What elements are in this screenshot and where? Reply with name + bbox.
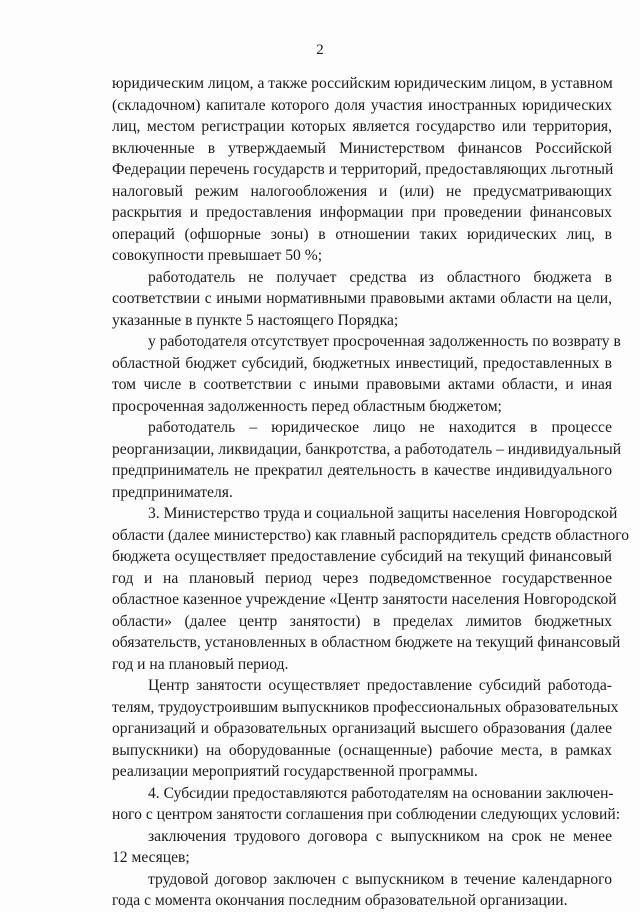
text-line: (складочном) капитале которого доля участия иностранных юридических [112, 96, 612, 114]
text-line: совокупности превышает 50 %; [112, 247, 323, 264]
text-line: областное казенное учреждение «Центр занятости населения Новгородской [112, 591, 617, 608]
text-line: год и на плановый период. [112, 655, 289, 673]
text-line: раскрытия и предоставления информации при проведении финансовых [112, 204, 612, 221]
text-line: бюджета осуществляет предоставление субсидий на текущий финансовый [112, 548, 612, 565]
document-body [112, 73, 630, 912]
text-line: реализации мероприятий государственной программы. [112, 763, 478, 780]
text-line: заключения трудового договора с выпускником на срок не менее [148, 827, 612, 845]
text-line: год и на плановый период через подведомственное государственное [112, 569, 612, 587]
text-line: том числе в соответствии с иными правовыми актами области, и иная [112, 376, 612, 393]
text-line: юридическим лицом, а также российским юридическим лицом, в уставном [112, 75, 613, 92]
text-line: соответствии с иными нормативными правовыми актами области на цели, [112, 290, 612, 307]
text-line: у работодателя отсутствует просроченная задолженность по возврату в [148, 333, 621, 350]
text-line: областной бюджет субсидий, бюджетных инвестиций, предоставленных в [112, 354, 612, 372]
text-line: ного с центром занятости соглашения при соблюдении следующих условий: [112, 806, 621, 823]
text-line: организаций и образовательных организаций высшего образования (далее [112, 720, 612, 737]
text-line: 4. Субсидии предоставляются работодателям на основании заключен- [148, 784, 614, 802]
text-line: 12 месяцев; [112, 849, 190, 866]
text-line: года с момента окончания последним образовательной организации. [112, 892, 568, 909]
text-line: 3. Министерство труда и социальной защиты населения Новгородской [148, 505, 618, 522]
text-line: указанные в пункте 5 настоящего Порядка; [112, 311, 399, 329]
text-line: области» (далее центр занятости) в пределах лимитов бюджетных [112, 612, 612, 630]
text-line: просроченная задолженность перед областным бюджетом; [112, 397, 502, 415]
text-line: трудовой договор заключен с выпускником в течение календарного [148, 870, 612, 888]
text-line: обязательств, установленных в областном бюджете на текущий финансовый [112, 634, 621, 651]
page-number: 2 [316, 42, 324, 58]
text-line: Федерации перечень государств и территорий, предоставляющих льготный [112, 161, 614, 178]
text-line: реорганизации, ликвидации, банкротства, а работодатель – индивидуальный [112, 440, 622, 458]
text-line: области (далее министерство) как главный распорядитель средств областного [112, 526, 630, 544]
text-line: лиц, местом регистрации которых является государство или территория, [112, 118, 612, 135]
text-line: работодатель – юридическое лицо не находится в процессе [148, 419, 612, 436]
text-line: выпускники) на оборудованные (оснащенные) рабочие места, в рамках [112, 741, 612, 759]
text-line: предприниматель не прекратил деятельность в качестве индивидуального [112, 462, 612, 479]
text-line: работодатель не получает средства из областного бюджета в [148, 268, 612, 286]
text-line: налоговый режим налогообложения и (или) не предусматривающих [112, 182, 612, 200]
text-line: Центр занятости осуществляет предоставление субсидий работода- [148, 677, 612, 694]
text-line: предпринимателя. [112, 483, 233, 501]
text-line: телям, трудоустроившим выпускников профессиональных образовательных [112, 698, 619, 716]
text-line: включенные в утверждаемый Министерством финансов Российской [112, 139, 612, 157]
text-line: операций (офшорные зоны) в отношении таких юридических лиц, в [112, 225, 612, 243]
